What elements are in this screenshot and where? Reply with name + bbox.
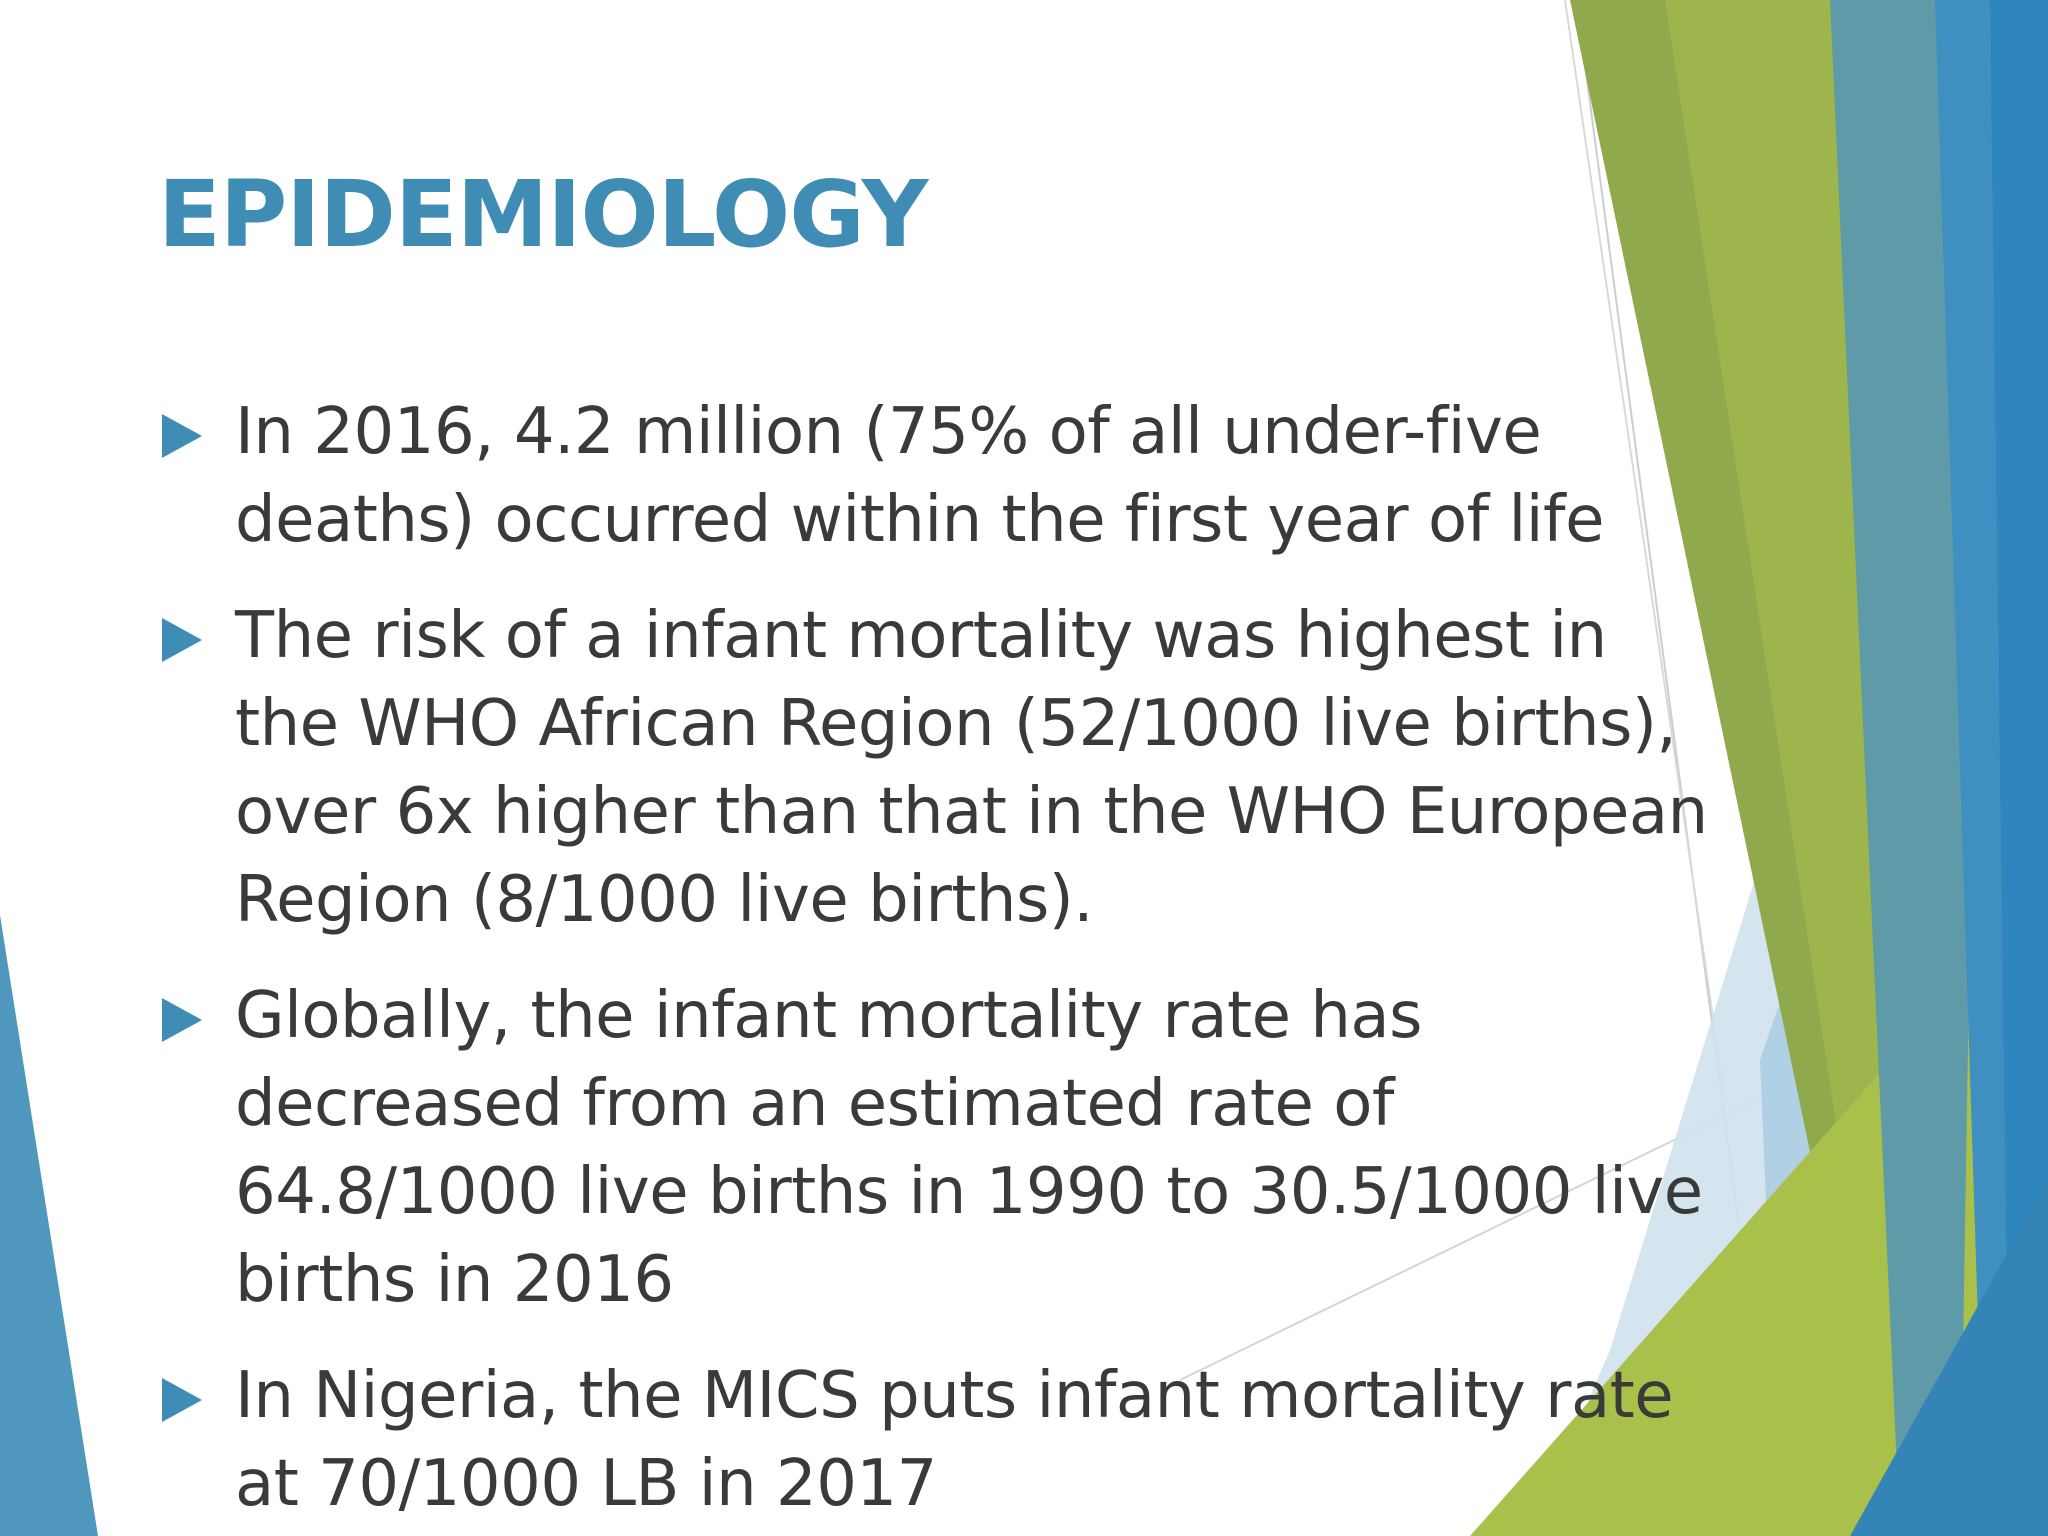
bullet-item [158, 1352, 1718, 1528]
bullet-list [158, 388, 1718, 1536]
bullet-item [158, 972, 1718, 1324]
left-blue-shard [0, 915, 98, 1536]
triangle-right-icon [162, 618, 202, 662]
bullet-text: In Nigeria, the MICS puts infant mortality rate at 70/1000 LB in 2017 [235, 1359, 1674, 1521]
bullet-text: In 2016, 4.2 million (75% of all under-five deaths) occurred within the first year of life [235, 395, 1604, 557]
triangle-right-icon [162, 998, 202, 1042]
bullet-item [158, 388, 1718, 564]
bullet-item [158, 592, 1718, 944]
bullet-text: The risk of a infant mortality was highest in the WHO African Region (52/1000 live births), over 6x higher than that in the WHO European Region (8/1000 live births). [235, 599, 1708, 937]
slide-title: EPIDEMIOLOGY [158, 161, 928, 268]
bullet-text: Globally, the infant mortality rate has decreased from an estimated rate of 64.8/1000 live births in 1990 to 30.5/1000 live births in 2016 [235, 979, 1703, 1317]
triangle-right-icon [162, 414, 202, 458]
triangle-right-icon [162, 1378, 202, 1422]
